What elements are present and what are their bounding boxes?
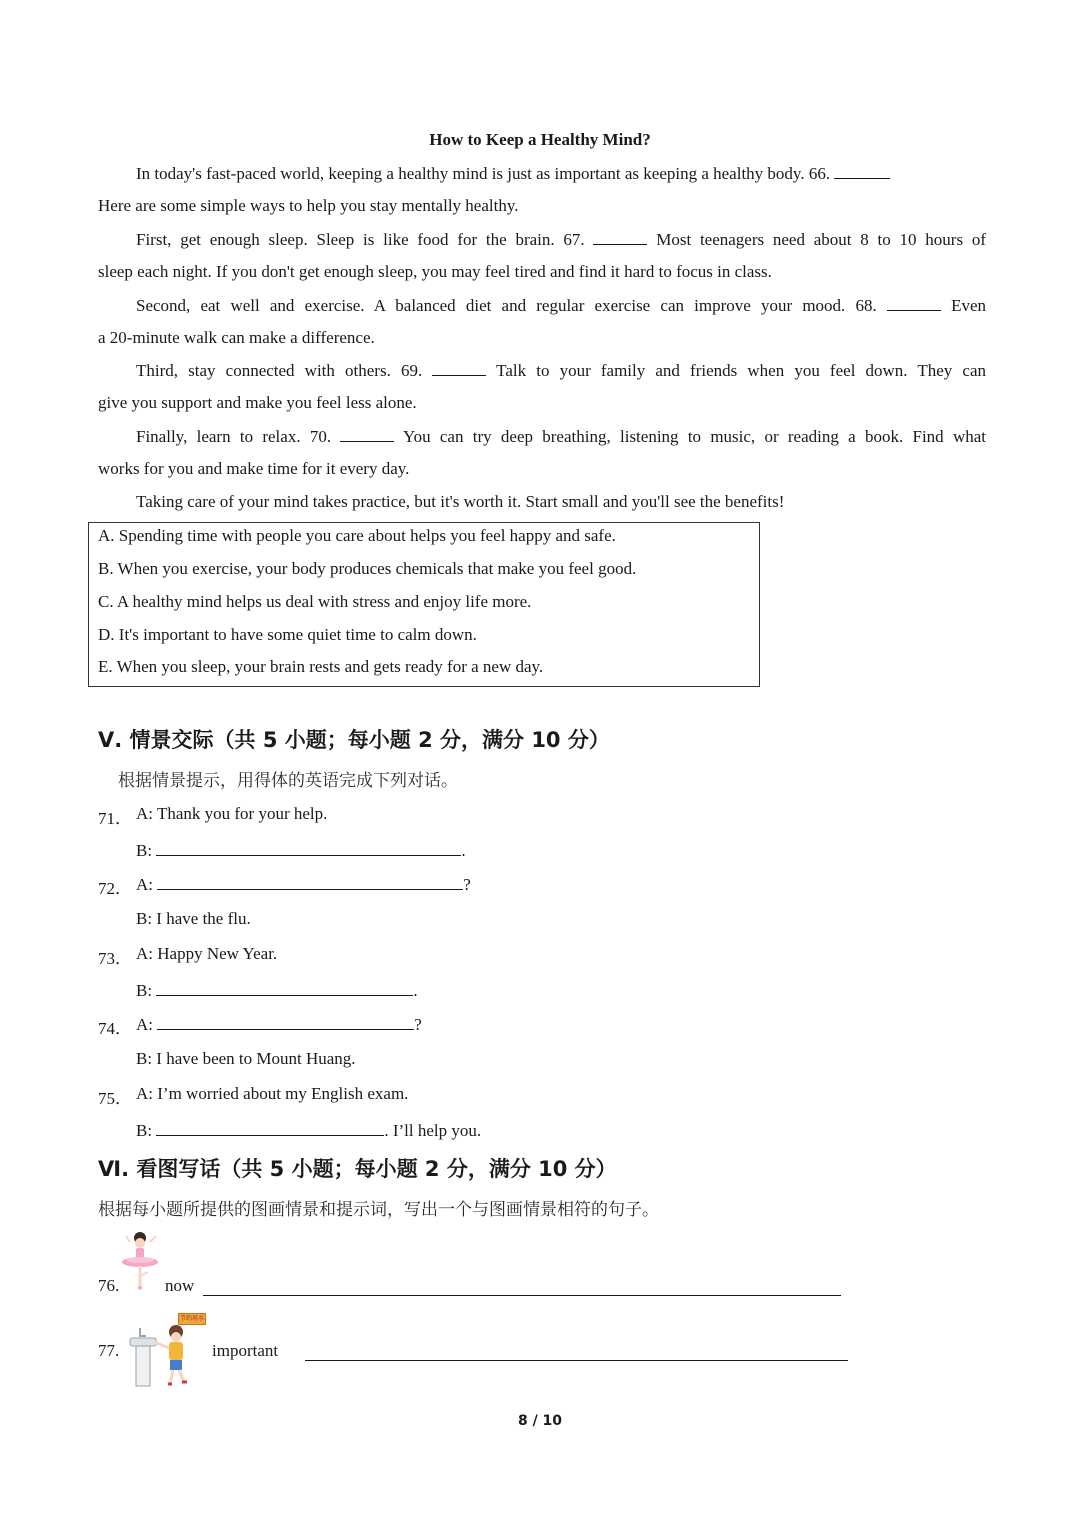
q76-number: 76. — [98, 1276, 120, 1295]
blank-66[interactable] — [834, 163, 890, 179]
q73-number: 73． — [98, 949, 132, 968]
p4-line2: give you support and make you feel less alone. — [98, 393, 417, 412]
p2-line1: First, get enough sleep. Sleep is like food for the brain. 67. Most teenagers need about 8 to 10 hours of — [136, 230, 987, 249]
option-e: E. When you sleep, your brain rests and gets ready for a new day. — [98, 657, 544, 676]
p4-line1: Third, stay connected with others. 69. Talk to your family and friends when you feel down. They can — [136, 361, 987, 380]
q77-hint: important — [212, 1341, 279, 1360]
p2-line2: sleep each night. If you don't get enough sleep, you may feel tired and find it hard to focus in class. — [98, 262, 772, 281]
q74-a-line: A: ? — [136, 1015, 422, 1034]
q75-answer-input[interactable] — [156, 1120, 384, 1136]
section6-instruction: 根据每小题所提供的图画情景和提示词，写出一个与图画情景相符的句子。 — [98, 1200, 659, 1220]
q71-number: 71． — [98, 809, 132, 828]
q77-number: 77. — [98, 1341, 120, 1360]
p3-line2: a 20-minute walk can make a difference. — [98, 328, 375, 347]
q74-b: B: I have been to Mount Huang. — [136, 1049, 356, 1068]
q76-answer-input[interactable] — [203, 1295, 841, 1296]
q76-hint: now — [165, 1276, 195, 1295]
option-d: D. It's important to have some quiet time to calm down. — [98, 625, 477, 644]
blank-69[interactable] — [432, 360, 486, 376]
q72-b: B: I have the flu. — [136, 909, 251, 928]
section5-heading: Ⅴ. 情景交际（共 5 小题；每小题 2 分，满分 10 分） — [98, 728, 610, 752]
q74-answer-input[interactable] — [157, 1014, 414, 1030]
option-b: B. When you exercise, your body produces chemicals that make you feel good. — [98, 559, 637, 578]
q71-a: A: Thank you for your help. — [136, 804, 328, 823]
q77-answer-input[interactable] — [305, 1360, 848, 1361]
p5-line1: Finally, learn to relax. 70. You can try deep breathing, listening to music, or reading a book. Find what — [136, 427, 986, 446]
q73-a: A: Happy New Year. — [136, 944, 278, 963]
p5-line2: works for you and make time for it every day. — [98, 459, 410, 478]
q74-number: 74． — [98, 1019, 132, 1038]
p1-line1: In today's fast-paced world, keeping a healthy mind is just as important as keeping a healthy body. 66. — [136, 163, 986, 184]
option-c: C. A healthy mind helps us deal with stress and enjoy life more. — [98, 592, 532, 611]
washing-hands-icon — [126, 1322, 196, 1388]
passage-title: How to Keep a Healthy Mind? — [429, 130, 651, 149]
q73-b-line: B: . — [136, 981, 418, 1000]
q73-answer-input[interactable] — [156, 980, 413, 996]
q75-number: 75． — [98, 1089, 132, 1108]
blank-68[interactable] — [887, 295, 941, 311]
q71-answer-input[interactable] — [156, 840, 461, 856]
q71-b-line: B: . — [136, 841, 466, 860]
blank-70[interactable] — [340, 426, 394, 442]
section6-heading: Ⅵ. 看图写话（共 5 小题；每小题 2 分，满分 10 分） — [98, 1157, 617, 1181]
water-saving-sign: 节约用水 — [178, 1313, 206, 1325]
q72-answer-input[interactable] — [157, 874, 463, 890]
q75-b-line: B: . I’ll help you. — [136, 1121, 482, 1140]
blank-67[interactable] — [593, 229, 647, 245]
p1-line2: Here are some simple ways to help you stay mentally healthy. — [98, 196, 519, 215]
q75-a: A: I’m worried about my English exam. — [136, 1084, 409, 1103]
page-number: 8 / 10 — [517, 1413, 563, 1429]
ballerina-icon — [118, 1230, 164, 1292]
section5-instruction: 根据情景提示，用得体的英语完成下列对话。 — [118, 771, 458, 791]
p3-line1: Second, eat well and exercise. A balanced diet and regular exercise can improve your mood. 68. Even — [136, 296, 986, 315]
q72-number: 72． — [98, 879, 132, 898]
q72-a-line: A: ? — [136, 875, 471, 894]
p6-line1: Taking care of your mind takes practice, but it's worth it. Start small and you'll see the benefits! — [136, 492, 785, 511]
option-a: A. Spending time with people you care about helps you feel happy and safe. — [98, 526, 616, 545]
